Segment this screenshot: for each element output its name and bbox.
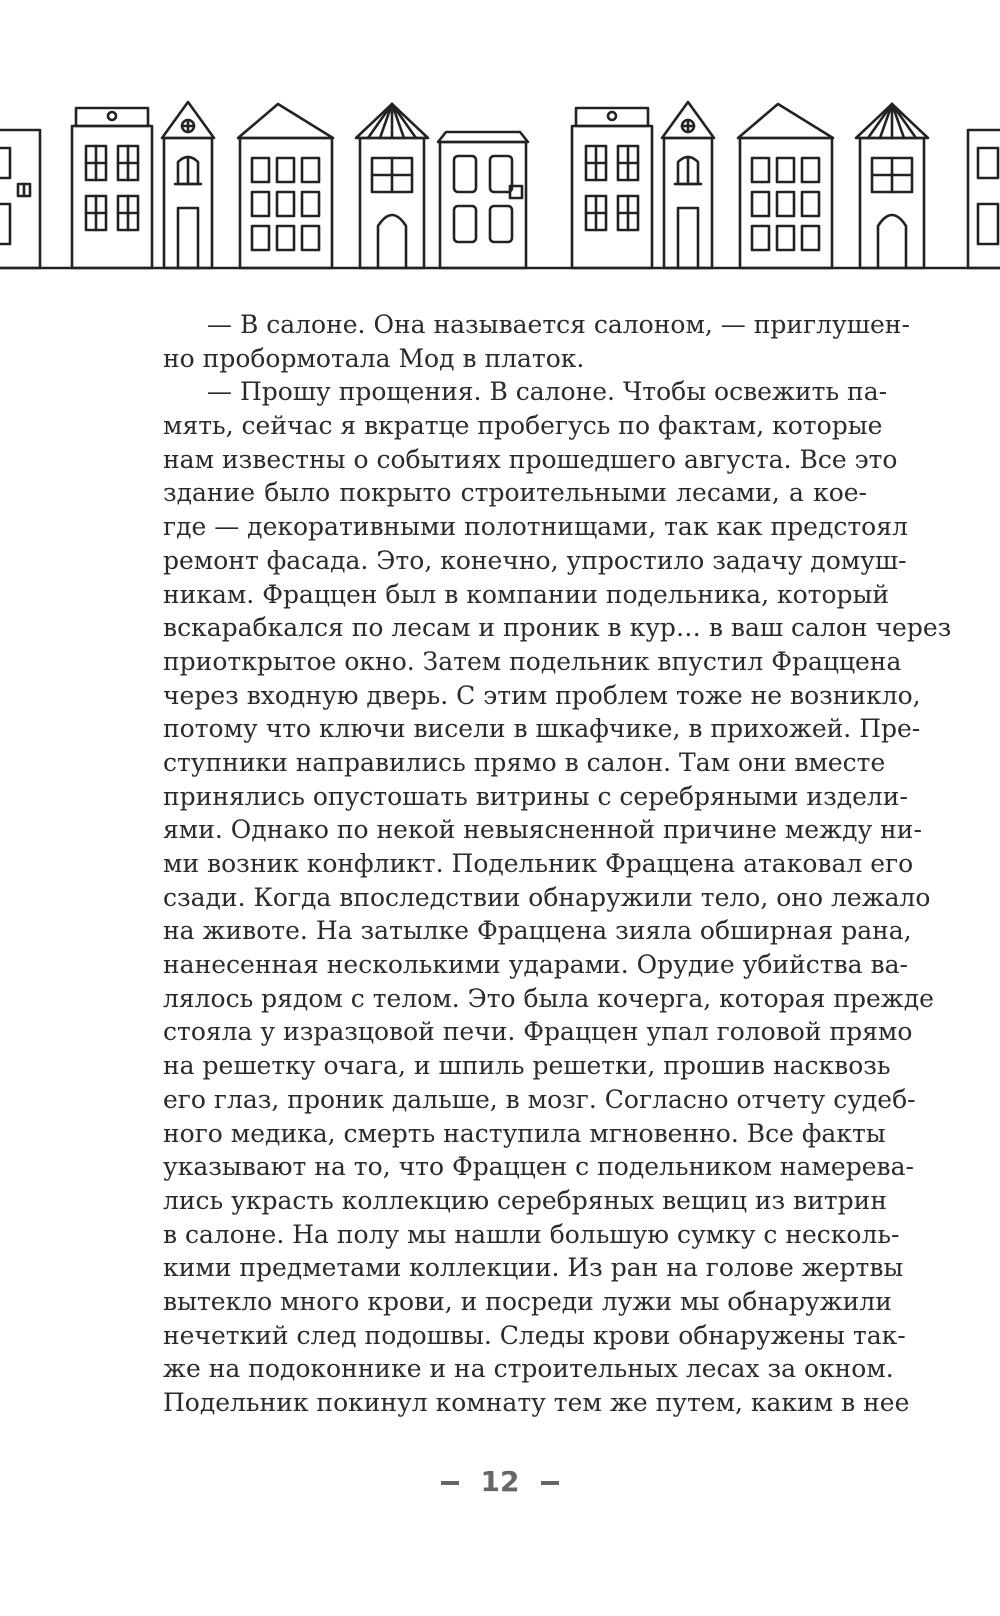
body-text <box>163 308 952 1420</box>
house-icon <box>162 102 214 268</box>
text-line: — Прошу прощения. В салоне. Чтобы освежить па- <box>207 377 888 407</box>
text-line: ремонт фасада. Это, конечно, упростило задачу домуш- <box>163 545 907 575</box>
house-icon <box>662 102 714 268</box>
text-line: — В салоне. Она называется салоном, — приглушен- <box>207 310 910 339</box>
text-line: лялось рядом с телом. Это была кочерга, которая прежде <box>163 983 934 1013</box>
text-line: сзади. Когда впоследствии обнаружили тело, оно лежало <box>163 882 931 912</box>
text-line: ями. Однако по некой невыясненной причине между ни- <box>163 815 922 845</box>
houses-banner-illustration <box>0 96 1000 271</box>
dash-right <box>541 1481 559 1485</box>
text-line: потому что ключи висели в шкафчике, в прихожей. Пре- <box>163 714 921 744</box>
text-line: принялись опустошать витрины с серебряными издели- <box>163 781 908 811</box>
page-number <box>0 1465 1000 1498</box>
house-icon <box>72 108 152 268</box>
text-line: ступники направились прямо в салон. Там они вместе <box>163 747 886 777</box>
text-line: Подельник покинул комнату тем же путем, каким в нее <box>163 1388 910 1417</box>
house-icon <box>238 104 333 268</box>
text-line: его глаз, проник дальше, в мозг. Согласно отчету судеб- <box>163 1084 916 1114</box>
house-icon <box>438 132 528 268</box>
house-icon <box>0 130 40 268</box>
text-line: же на подоконнике и на строительных лесах за окном. <box>163 1354 894 1384</box>
house-icon <box>856 104 928 268</box>
page-number-value: 12 <box>480 1465 520 1498</box>
text-line: кими предметами коллекции. Из ран на голове жертвы <box>163 1253 904 1283</box>
text-line: на решетку очага, и шпиль решетки, прошив насквозь <box>163 1051 891 1081</box>
house-icon <box>572 108 652 268</box>
text-line: где — декоративными полотнищами, так как предстоял <box>163 512 908 542</box>
text-line: на животе. На затылке Фраццена зияла обширная рана, <box>163 916 912 946</box>
text-line: ми возник конфликт. Подельник Фраццена атаковал его <box>163 849 914 878</box>
text-line: стояла у изразцовой печи. Фраццен упал головой прямо <box>163 1017 913 1047</box>
text-line: вытекло много крови, и посреди лужи мы обнаружили <box>163 1286 892 1316</box>
text-line: указывают на то, что Фраццен с подельником намерева- <box>163 1152 914 1182</box>
text-line: но пробормотала Мод в платок. <box>163 343 585 373</box>
house-icon <box>738 104 833 268</box>
house-icon <box>356 104 428 268</box>
dash-left <box>441 1481 459 1485</box>
text-line: нам известны о событиях прошедшего августа. Все это <box>163 444 898 474</box>
text-line: через входную дверь. С этим проблем тоже не возникло, <box>163 680 921 710</box>
text-line: в салоне. На полу мы нашли большую сумку с несколь- <box>163 1219 900 1249</box>
text-line: нечеткий след подошвы. Следы крови обнаружены так- <box>163 1320 906 1350</box>
text-line: лись украсть коллекцию серебряных вещиц из витрин <box>163 1185 888 1215</box>
text-line: нанесенная несколькими ударами. Орудие убийства ва- <box>163 950 908 980</box>
text-line: ного медика, смерть наступила мгновенно. Все факты <box>163 1118 886 1148</box>
text-line: приоткрытое окно. Затем подельник впустил Фраццена <box>163 646 902 676</box>
text-line: вскарабкался по лесам и проник в кур… в ваш салон через <box>163 613 952 643</box>
text-line: никам. Фраццен был в компании подельника, который <box>163 579 890 609</box>
house-icon <box>968 130 1000 268</box>
text-line: здание было покрыто строительными лесами, а кое- <box>163 478 867 508</box>
text-line: мять, сейчас я вкратце пробегусь по фактам, которые <box>163 411 883 441</box>
